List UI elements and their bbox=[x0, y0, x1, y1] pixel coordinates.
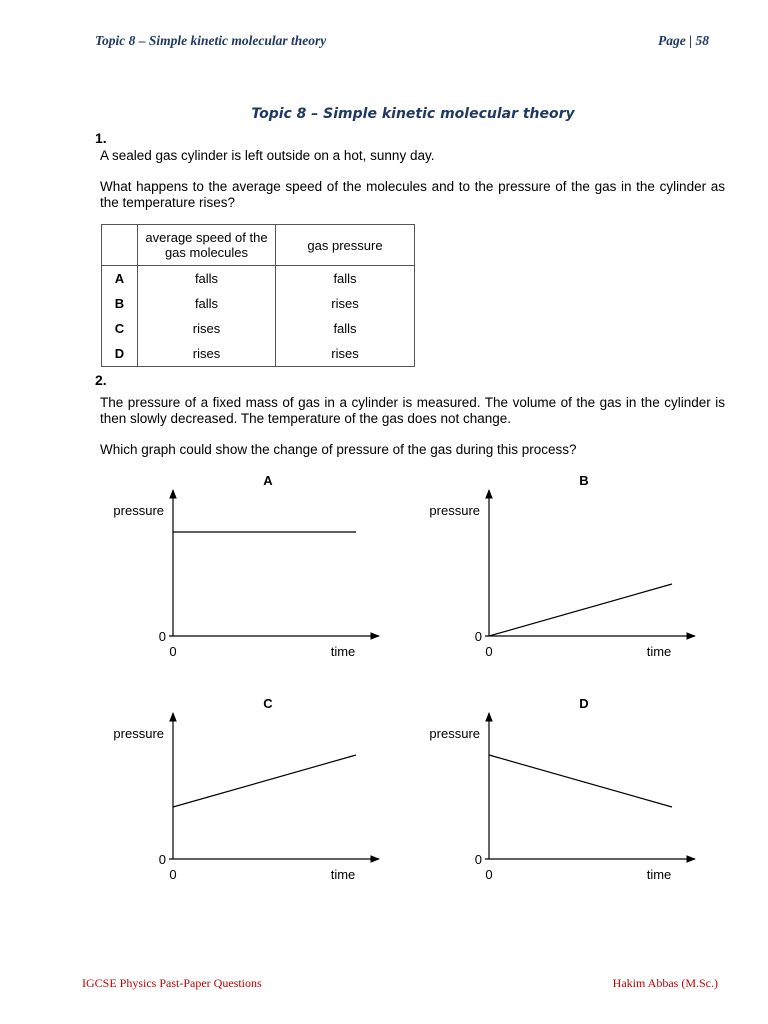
question-1-text: A sealed gas cylinder is left outside on a hot, sunny day. bbox=[100, 148, 435, 163]
table-header-blank bbox=[102, 225, 138, 266]
footer-source: IGCSE Physics Past-Paper Questions bbox=[82, 976, 262, 990]
question-2-number: 2. bbox=[95, 372, 107, 388]
option-letter: D bbox=[102, 341, 138, 367]
question-1-number: 1. bbox=[95, 130, 107, 146]
option-pressure: falls bbox=[276, 316, 415, 341]
option-letter: C bbox=[102, 316, 138, 341]
y-axis-label: pressure bbox=[113, 726, 164, 741]
x-origin-label: 0 bbox=[169, 644, 177, 659]
table-row bbox=[102, 316, 415, 341]
question-2-text: The pressure of a fixed mass of gas in a cylinder is measured. The volume of the gas in the cylinder is then slowly decreased. The temperature of the gas does not change. bbox=[100, 395, 725, 426]
graph-d bbox=[429, 696, 695, 882]
x-origin-label: 0 bbox=[169, 867, 177, 882]
option-speed: rises bbox=[138, 316, 276, 341]
question-2-prompt: Which graph could show the change of pressure of the gas during this process? bbox=[100, 442, 577, 457]
option-pressure: rises bbox=[276, 291, 415, 316]
question-1-prompt: What happens to the average speed of the molecules and to the pressure of the gas in the cylinder as the temperature rises? bbox=[100, 179, 725, 210]
data-line bbox=[489, 584, 672, 636]
option-pressure: falls bbox=[276, 266, 415, 292]
header-page-number: Page | 58 bbox=[658, 33, 709, 48]
option-speed: rises bbox=[138, 341, 276, 367]
option-speed: falls bbox=[138, 291, 276, 316]
graph-letter: B bbox=[579, 473, 589, 488]
data-line bbox=[489, 755, 672, 807]
x-axis-label: time bbox=[646, 644, 672, 659]
table-header-speed: average speed of the gas molecules bbox=[138, 225, 276, 266]
option-letter: A bbox=[102, 266, 138, 292]
table-header-pressure: gas pressure bbox=[276, 225, 415, 266]
x-origin-label: 0 bbox=[485, 867, 493, 882]
graph-b bbox=[429, 473, 695, 659]
table-row bbox=[102, 341, 415, 367]
graph-letter: D bbox=[579, 696, 589, 711]
x-axis-label: time bbox=[330, 644, 356, 659]
y-origin-label: 0 bbox=[158, 629, 166, 644]
option-pressure: rises bbox=[276, 341, 415, 367]
y-origin-label: 0 bbox=[158, 852, 166, 867]
graph-c bbox=[113, 696, 379, 882]
x-origin-label: 0 bbox=[485, 644, 493, 659]
graph-letter: A bbox=[263, 473, 273, 488]
graph-letter: C bbox=[263, 696, 273, 711]
x-axis-label: time bbox=[646, 867, 672, 882]
y-axis-label: pressure bbox=[113, 503, 164, 518]
table-row bbox=[102, 291, 415, 316]
y-origin-label: 0 bbox=[474, 852, 482, 867]
answer-options-table bbox=[101, 224, 415, 367]
graph-a bbox=[113, 473, 379, 659]
y-axis-label: pressure bbox=[429, 726, 480, 741]
x-axis-label: time bbox=[330, 867, 356, 882]
pressure-time-graphs bbox=[0, 460, 768, 900]
option-letter: B bbox=[102, 291, 138, 316]
y-axis-label: pressure bbox=[429, 503, 480, 518]
data-line bbox=[173, 755, 356, 807]
header-topic: Topic 8 – Simple kinetic molecular theory bbox=[95, 33, 327, 48]
y-origin-label: 0 bbox=[474, 629, 482, 644]
footer-author: Hakim Abbas (M.Sc.) bbox=[612, 976, 718, 990]
option-speed: falls bbox=[138, 266, 276, 292]
table-row bbox=[102, 266, 415, 292]
page-title: Topic 8 – Simple kinetic molecular theory bbox=[251, 106, 575, 122]
